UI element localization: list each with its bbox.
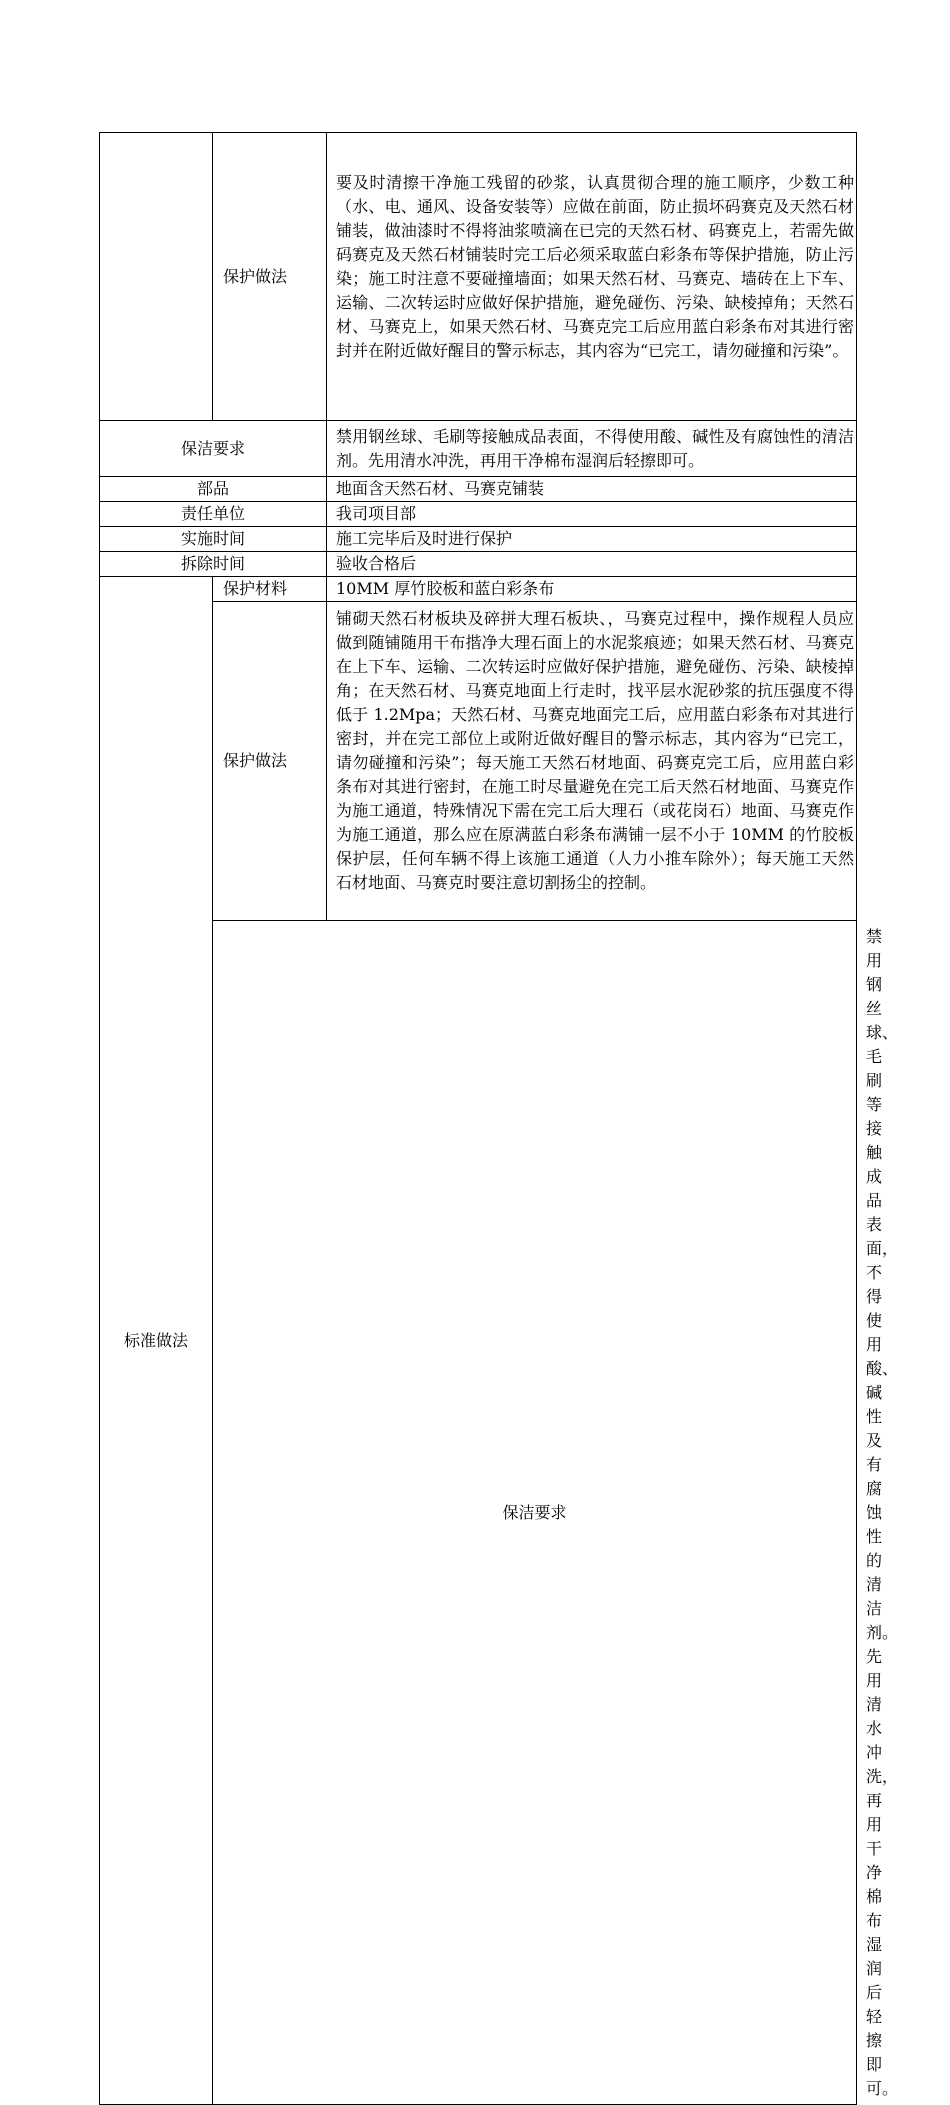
implementation-time-value: 施工完毕后及时进行保护 (327, 527, 857, 552)
removal-time-value: 验收合格后 (327, 552, 857, 577)
part-value: 地面含天然石材、马赛克铺装 (327, 477, 857, 502)
cleaning-requirement-text: 禁用钢丝球、毛刷等接触成品表面，不得使用酸、碱性及有腐蚀性的清洁剂。先用清水冲洗，再用干净棉布湿润后轻擦即可。 (327, 421, 857, 477)
removal-time-label: 拆除时间 (100, 552, 327, 577)
protection-material-label: 保护材料 (213, 577, 327, 602)
implementation-time-label: 实施时间 (100, 527, 327, 552)
protection-method-label: 保护做法 (213, 602, 327, 921)
cleaning-requirement-label: 保洁要求 (100, 421, 327, 477)
protection-table: 保护做法 要及时清擦干净施工残留的砂浆，认真贯彻合理的施工顺序，少数工种（水、电、通风、设备安装等）应做在前面，防止损坏码赛克及天然石材铺装，做油漆时不得将油浆喷滴在已完的天然石材、码赛克上，若需先做码赛克及天然石材铺装时完工后必须采取蓝白彩条布等保护措施，防止污染；施工时注意不要碰撞墙面；如果天然石材、马赛克、墙砖在上下车、运输、二次转运时应做好保护措施，避免碰伤、污染、缺棱掉角；天然石材、马赛克上，如果天然石材、马赛克完工后应用蓝白彩条布对其进行密封并在附近做好醒目的警示标志，其内容为“已完工，请勿碰撞和污染”。 保洁要求 禁用钢丝球、毛刷等接触成品表面，不得使用酸、碱性及有腐蚀性的清洁剂。先用清水冲洗，再用干净棉布湿润后轻擦即可。 部品 地面含天然石材、马赛克铺装 责任单位 我司项目部 实施时间 施工完毕后及时进行保护 拆除时间 验收合格后 标准做法 保护材料 10MM 厚竹胶板和蓝白彩条布 保护做法 铺砌天然石材板块及碎拼大理石板块、，马赛克过程中，操作规程人员应做到随铺随用干布揩净大理石面上的水泥浆痕迹；如果天然石材、马赛克在上下车、运输、二次转运时应做好保护措施，避免碰伤、污染、缺棱掉角；在天然石材、马赛克地面上行走时，找平层水泥砂浆的抗压强度不得低于 1.2Mpa；天然石材、马赛克地面完工后，应用蓝白彩条布对其进行密封，并在完工部位上或附近做好醒目的警示标志，其内容为“已完工，请勿碰撞和污染”；每天施工天然石材地面、码赛克完工后，应用蓝白彩条布对其进行密封，在施工时尽量避免在完工后天然石材地面、马赛克作为施工通道，特殊情况下需在完工后大理石（或花岗石）地面、马赛克作为施工通道，那么应在原满蓝白彩条布满铺一层不小于 10MM 的竹胶板保护层，任何车辆不得上该施工通道（人力小推车除外）；每天施工天然石材地面、马赛克时要注意切割扬尘的控制。 保洁要求 禁用钢丝球、毛刷等接触成品表面，不得使用酸、碱性及有腐蚀性的清洁剂。先用清水冲洗，再用干净棉布湿润后轻擦即可。 (99, 132, 857, 2105)
cleaning-requirement-label: 保洁要求 (213, 921, 857, 2105)
protection-method-text: 要及时清擦干净施工残留的砂浆，认真贯彻合理的施工顺序，少数工种（水、电、通风、设备安装等）应做在前面，防止损坏码赛克及天然石材铺装，做油漆时不得将油浆喷滴在已完的天然石材、码赛克上，若需先做码赛克及天然石材铺装时完工后必须采取蓝白彩条布等保护措施，防止污染；施工时注意不要碰撞墙面；如果天然石材、马赛克、墙砖在上下车、运输、二次转运时应做好保护措施，避免碰伤、污染、缺棱掉角；天然石材、马赛克上，如果天然石材、马赛克完工后应用蓝白彩条布对其进行密封并在附近做好醒目的警示标志，其内容为“已完工，请勿碰撞和污染”。 (327, 133, 857, 421)
protection-method-label: 保护做法 (213, 133, 327, 421)
empty-cell (100, 133, 213, 421)
standard-method-label: 标准做法 (100, 577, 213, 2105)
part-label: 部品 (100, 477, 327, 502)
protection-material-value: 10MM 厚竹胶板和蓝白彩条布 (327, 577, 857, 602)
responsible-unit-label: 责任单位 (100, 502, 327, 527)
protection-method-text: 铺砌天然石材板块及碎拼大理石板块、，马赛克过程中，操作规程人员应做到随铺随用干布揩净大理石面上的水泥浆痕迹；如果天然石材、马赛克在上下车、运输、二次转运时应做好保护措施，避免碰伤、污染、缺棱掉角；在天然石材、马赛克地面上行走时，找平层水泥砂浆的抗压强度不得低于 1.2Mpa；天然石材、马赛克地面完工后，应用蓝白彩条布对其进行密封，并在完工部位上或附近做好醒目的警示标志，其内容为“已完工，请勿碰撞和污染”；每天施工天然石材地面、码赛克完工后，应用蓝白彩条布对其进行密封，在施工时尽量避免在完工后天然石材地面、马赛克作为施工通道，特殊情况下需在完工后大理石（或花岗石）地面、马赛克作为施工通道，那么应在原满蓝白彩条布满铺一层不小于 10MM 的竹胶板保护层，任何车辆不得上该施工通道（人力小推车除外）；每天施工天然石材地面、马赛克时要注意切割扬尘的控制。 (327, 602, 857, 921)
responsible-unit-value: 我司项目部 (327, 502, 857, 527)
